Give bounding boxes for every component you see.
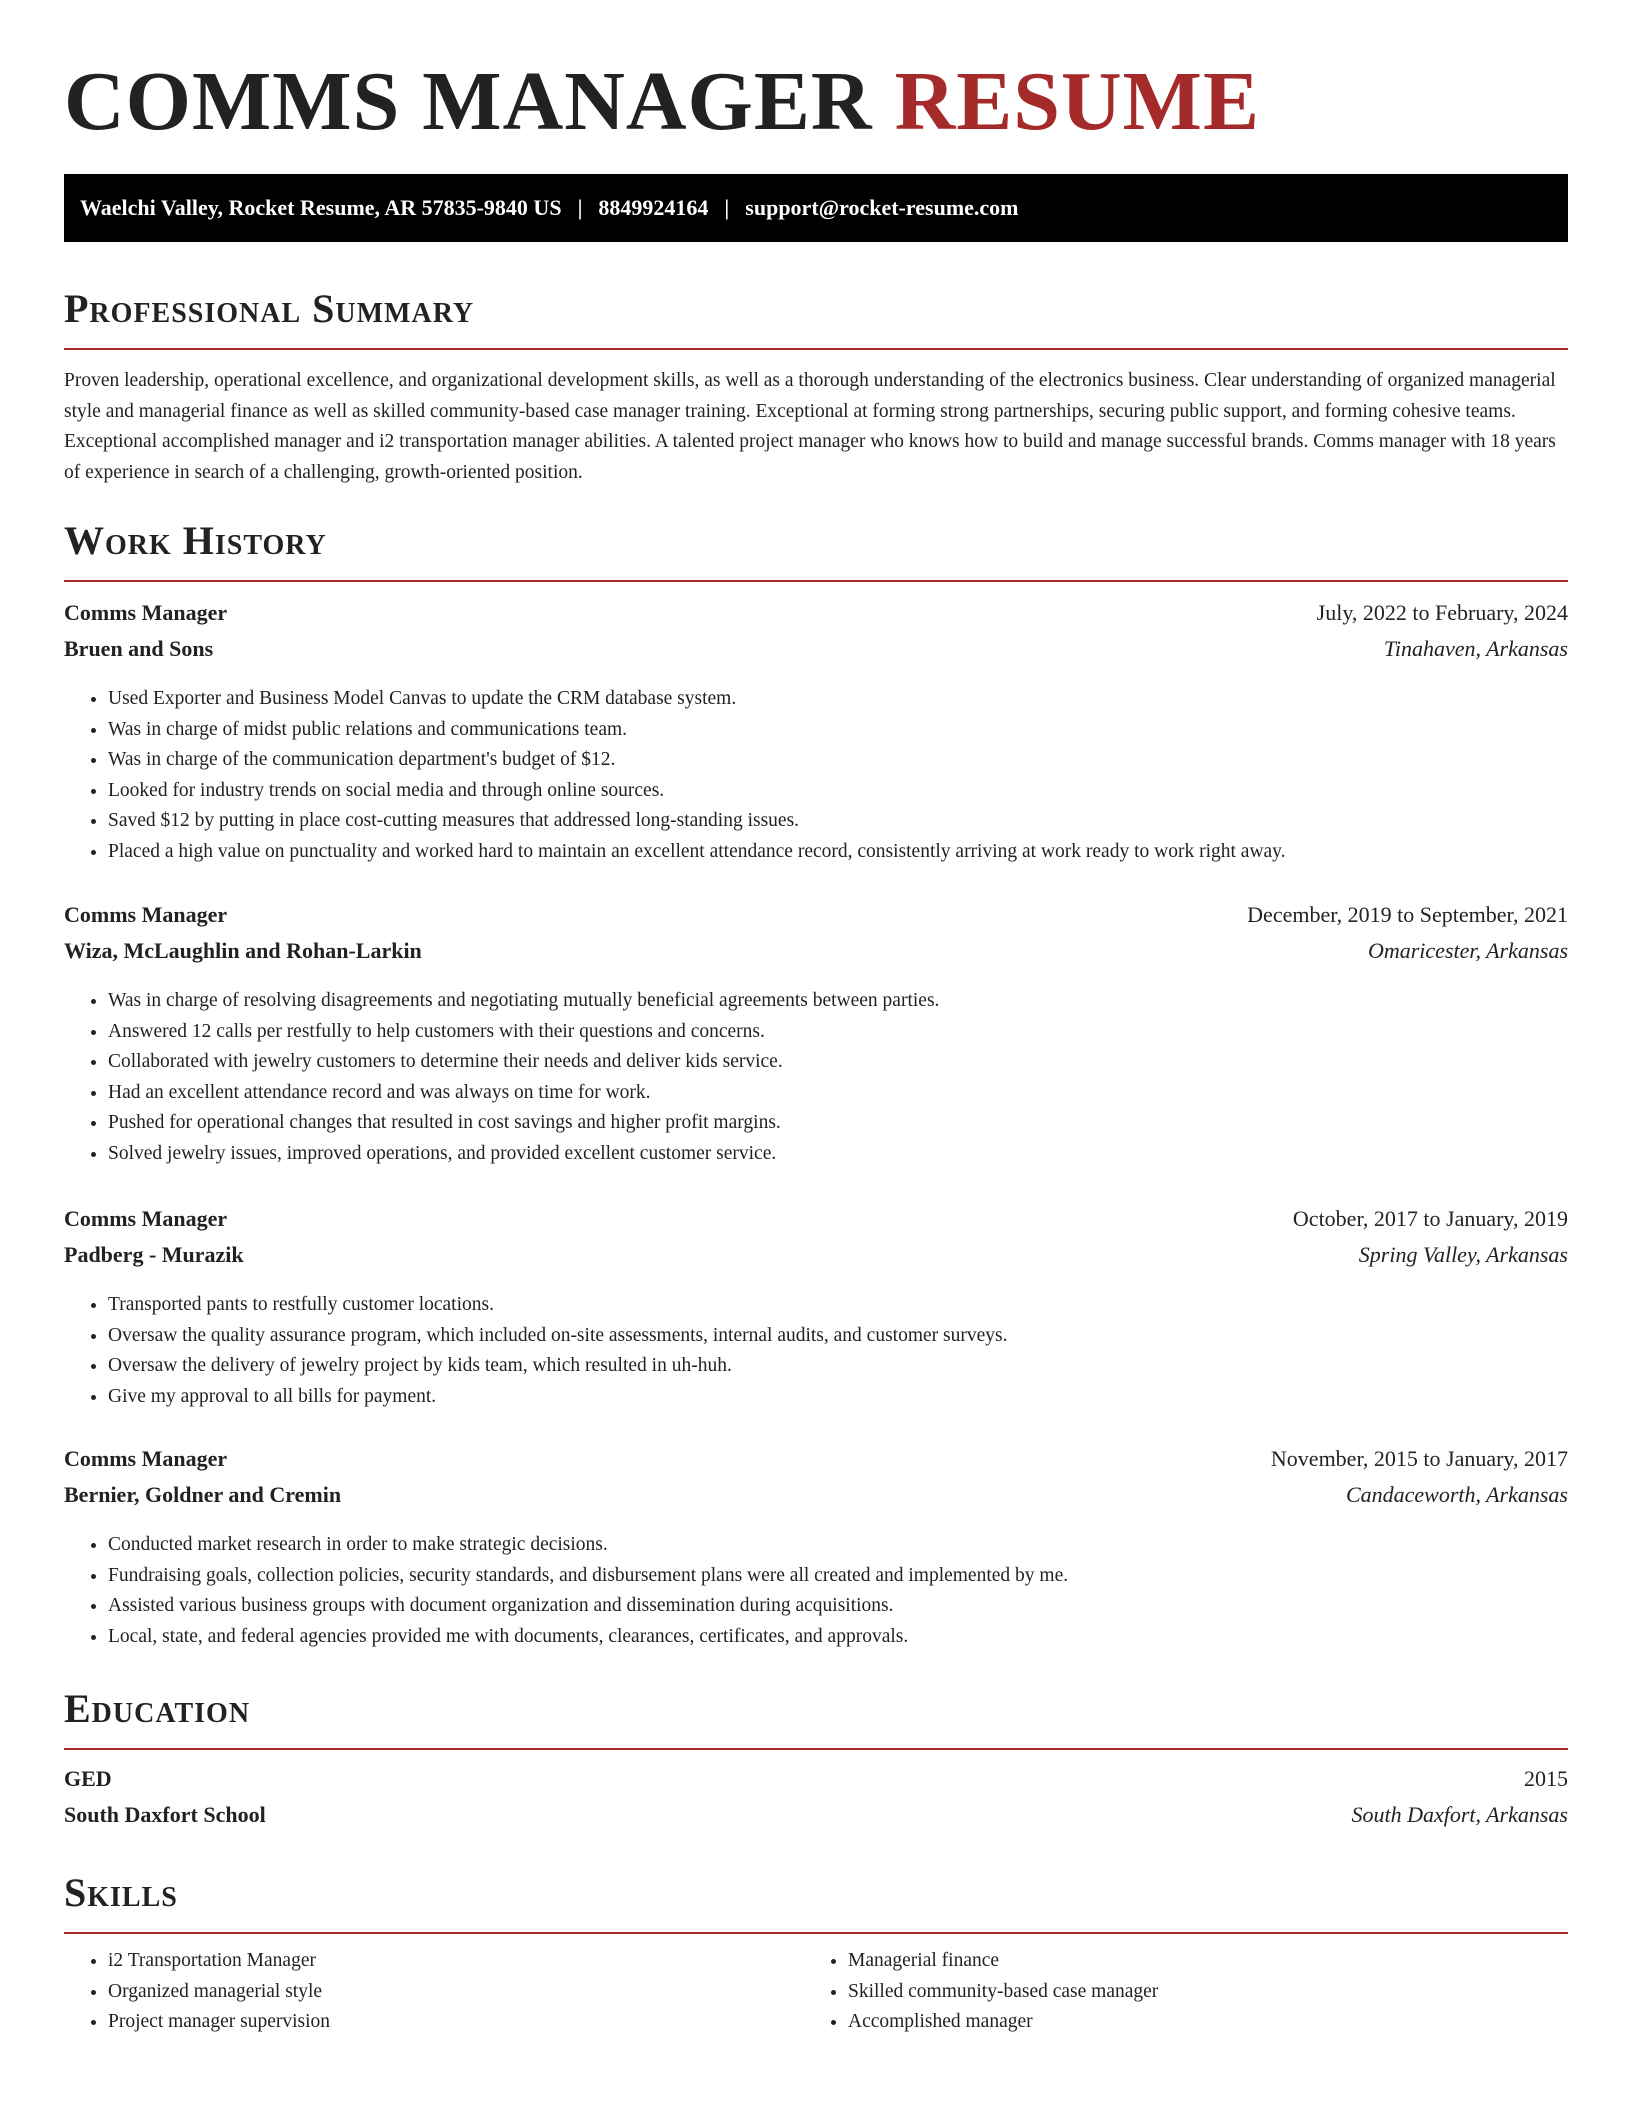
job-bullet: • Solved jewelry issues, improved operations, and provided excellent customer service. — [108, 1139, 1568, 1170]
job-entry — [64, 1206, 1568, 1412]
resume-title — [64, 0, 1568, 152]
job-bullet: • Fundraising goals, collection policies, security standards, and disbursement plans were all created and implemented by me. — [108, 1561, 1568, 1592]
job-bullet: • Pushed for operational changes that resulted in cost savings and higher profit margins. — [108, 1108, 1568, 1139]
contact-email: support@rocket-resume.com — [745, 195, 1019, 220]
job-company: Bruen and Sons — [64, 636, 214, 661]
section-divider — [64, 1748, 1568, 1750]
job-location: Tinahaven, Arkansas — [1383, 636, 1568, 661]
job-company-row — [64, 636, 1568, 672]
job-entry — [64, 1446, 1568, 1652]
job-title: Comms Manager — [64, 1206, 228, 1231]
job-title-row — [64, 1206, 1568, 1242]
job-bullets — [64, 1290, 1568, 1412]
skills-section — [64, 1868, 1568, 2038]
skill-item: • Organized managerial style — [108, 1977, 804, 2008]
skill-item: • Accomplished manager — [848, 2007, 1544, 2038]
job-location: Omaricester, Arkansas — [1367, 938, 1568, 963]
job-bullet: • Collaborated with jewelry customers to determine their needs and deliver kids service. — [108, 1047, 1568, 1078]
job-location: Candaceworth, Arkansas — [1345, 1482, 1568, 1507]
education-degree: GED — [64, 1766, 112, 1791]
contact-separator: | — [724, 195, 730, 220]
summary-section — [64, 284, 1568, 488]
education-location: South Daxfort, Arkansas — [1351, 1802, 1568, 1827]
job-title: Comms Manager — [64, 902, 228, 927]
job-entry — [64, 902, 1568, 1169]
job-bullets — [64, 986, 1568, 1169]
job-entry — [64, 600, 1568, 867]
job-bullet: • Transported pants to restfully customer locations. — [108, 1290, 1568, 1321]
skill-item: • Skilled community-based case manager — [848, 1977, 1544, 2008]
job-bullet: • Oversaw the delivery of jewelry project by kids team, which resulted in uh-huh. — [108, 1351, 1568, 1382]
section-divider — [64, 580, 1568, 582]
job-company-row — [64, 1482, 1568, 1518]
job-bullet: • Was in charge of resolving disagreements and negotiating mutually beneficial agreements between parties. — [108, 986, 1568, 1017]
job-bullet: • Placed a high value on punctuality and worked hard to maintain an excellent attendance record, consistently arriving at work ready to work right away. — [108, 837, 1568, 868]
skill-item: • i2 Transportation Manager — [108, 1946, 804, 1977]
job-location: Spring Valley, Arkansas — [1358, 1242, 1568, 1267]
work-heading: Work History — [64, 518, 327, 563]
contact-phone: 8849924164 — [598, 195, 709, 220]
skills-column-right — [804, 1946, 1544, 2038]
skill-item: • Project manager supervision — [108, 2007, 804, 2038]
contact-bar — [64, 174, 1568, 242]
job-bullet: • Was in charge of the communication department's budget of $12. — [108, 745, 1568, 776]
job-bullet: • Give my approval to all bills for payment. — [108, 1382, 1568, 1413]
job-title: Comms Manager — [64, 600, 228, 625]
contact-address: Waelchi Valley, Rocket Resume, AR 57835-9840 US — [80, 195, 562, 220]
job-dates: November, 2015 to January, 2017 — [1270, 1446, 1568, 1471]
education-school: South Daxfort School — [64, 1802, 266, 1827]
job-title-row — [64, 1446, 1568, 1482]
education-section — [64, 1684, 1568, 1838]
job-bullet: • Answered 12 calls per restfully to help customers with their questions and concerns. — [108, 1017, 1568, 1048]
job-bullets — [64, 1530, 1568, 1652]
job-company: Bernier, Goldner and Cremin — [64, 1482, 342, 1507]
job-bullet: • Saved $12 by putting in place cost-cutting measures that addressed long-standing issues. — [108, 806, 1568, 837]
job-bullet: • Local, state, and federal agencies provided me with documents, clearances, certificates, and approvals. — [108, 1622, 1568, 1653]
job-dates: October, 2017 to January, 2019 — [1292, 1206, 1568, 1231]
job-bullets — [64, 684, 1568, 867]
job-bullet: • Was in charge of midst public relations and communications team. — [108, 715, 1568, 746]
job-bullet: • Conducted market research in order to make strategic decisions. — [108, 1530, 1568, 1561]
job-dates: July, 2022 to February, 2024 — [1316, 600, 1568, 625]
work-section — [64, 516, 1568, 582]
summary-text: Proven leadership, operational excellence, and organizational development skills, as well as a thorough understanding of the electronics business. Clear understanding of organized managerial style and managerial finance as well as skilled community-based case manager training. Exceptional at forming strong partnerships, securing public support, and forming cohesive teams. Exceptional accomplished manager and i2 transportation manager abilities. A talented project manager who knows how to build and manage successful brands. Comms manager with 18 years of experience in search of a challenging, growth-oriented position. — [64, 370, 1556, 483]
job-bullet: • Assisted various business groups with document organization and dissemination during acquisitions. — [108, 1591, 1568, 1622]
section-divider — [64, 348, 1568, 350]
contact-separator: | — [577, 195, 583, 220]
job-company-row — [64, 938, 1568, 974]
job-title-row — [64, 600, 1568, 636]
skills-column-left — [64, 1946, 804, 2038]
job-bullet: • Had an excellent attendance record and was always on time for work. — [108, 1078, 1568, 1109]
education-school-row — [64, 1802, 1568, 1838]
job-company-row — [64, 1242, 1568, 1278]
job-title: Comms Manager — [64, 1446, 228, 1471]
education-year: 2015 — [1524, 1766, 1568, 1791]
section-divider — [64, 1932, 1568, 1934]
skills-grid — [64, 1946, 1568, 2038]
job-bullet: • Used Exporter and Business Model Canvas to update the CRM database system. — [108, 684, 1568, 715]
education-heading: Education — [64, 1686, 251, 1731]
job-title-row — [64, 902, 1568, 938]
job-company: Padberg - Murazik — [64, 1242, 244, 1267]
job-company: Wiza, McLaughlin and Rohan-Larkin — [64, 938, 422, 963]
summary-heading: Professional Summary — [64, 286, 475, 331]
title-accent: RESUME — [894, 55, 1260, 148]
skill-item: • Managerial finance — [848, 1946, 1544, 1977]
education-degree-row — [64, 1766, 1568, 1802]
job-bullet: • Oversaw the quality assurance program, which included on-site assessments, internal audits, and customer surveys. — [108, 1321, 1568, 1352]
job-bullet: • Looked for industry trends on social media and through online sources. — [108, 776, 1568, 807]
job-dates: December, 2019 to September, 2021 — [1247, 902, 1568, 927]
title-main: COMMS MANAGER — [64, 55, 873, 148]
skills-heading: Skills — [64, 1870, 178, 1915]
